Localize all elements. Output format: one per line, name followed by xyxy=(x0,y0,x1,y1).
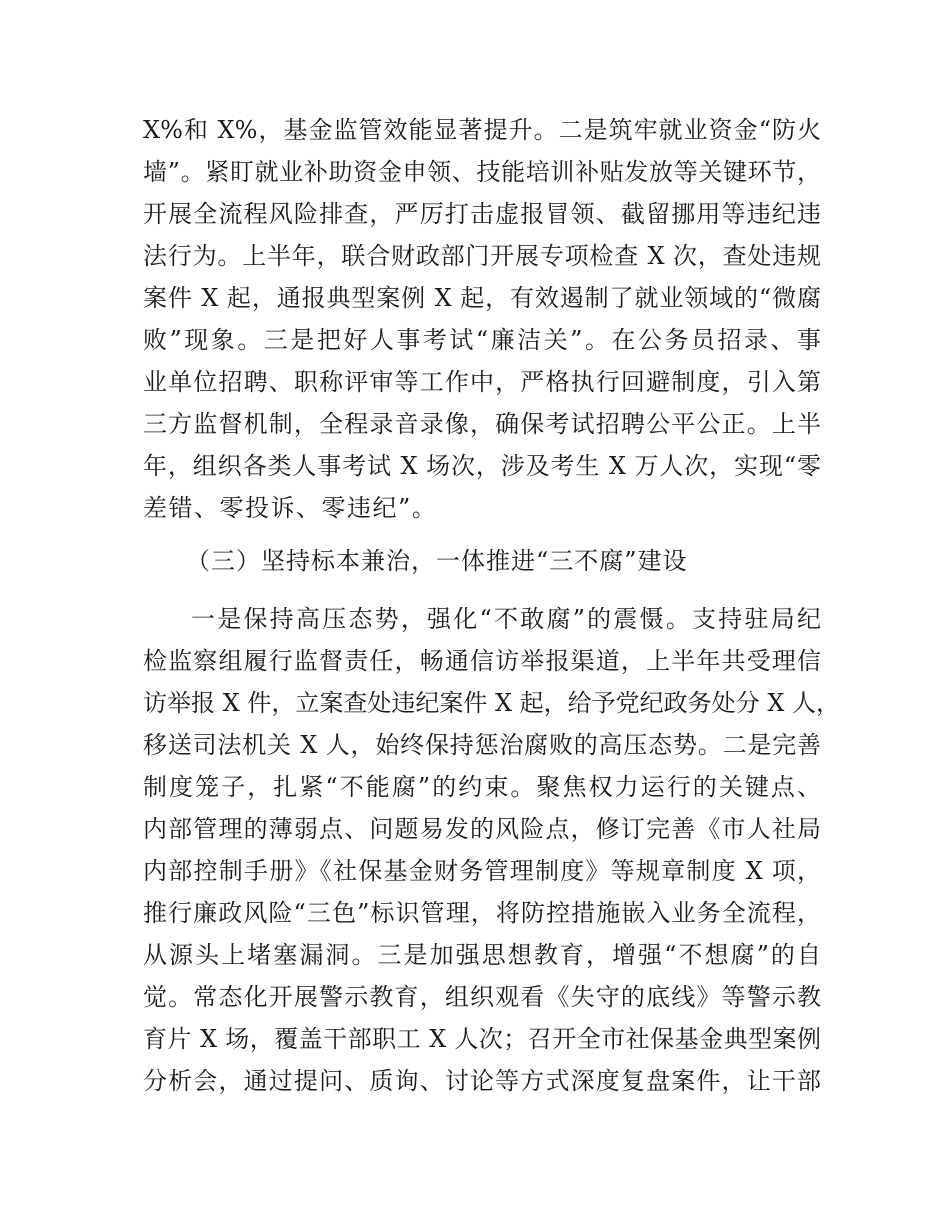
paragraph-line: 访举报 X 件，立案查处违纪案件 X 起，给予党纪政务处分 X 人， xyxy=(143,689,841,717)
paragraph-line: 三方监督机制，全程录音录像，确保考试招聘公平公正。上半 xyxy=(143,410,821,438)
paragraph-line: 从源头上堵塞漏洞。三是加强思想教育，增强“不想腐”的自 xyxy=(143,941,821,969)
paragraph-line: 分析会，通过提问、质询、讨论等方式深度复盘案件，让干部 xyxy=(143,1067,821,1095)
paragraph-line: X%和 X%，基金监管效能显著提升。二是筑牢就业资金“防火 xyxy=(143,116,821,144)
paragraph-line: 内部管理的薄弱点、问题易发的风险点，修订完善《市人社局 xyxy=(143,815,821,843)
paragraph-line: 败”现象。三是把好人事考试“廉洁关”。在公务员招录、事 xyxy=(143,326,821,354)
paragraph-line: 检监察组履行监督责任，畅通信访举报渠道，上半年共受理信 xyxy=(143,647,821,675)
paragraph-line: 育片 X 场，覆盖干部职工 X 人次；召开全市社保基金典型案例 xyxy=(143,1025,821,1053)
paragraph-line: 年，组织各类人事考试 X 场次，涉及考生 X 万人次，实现“零 xyxy=(143,452,821,480)
paragraph-line: 移送司法机关 X 人，始终保持惩治腐败的高压态势。二是完善 xyxy=(143,731,821,759)
paragraph-line: 法行为。上半年，联合财政部门开展专项检查 X 次，查处违规 xyxy=(143,242,821,270)
paragraph-line: 业单位招聘、职称评审等工作中，严格执行回避制度，引入第 xyxy=(143,368,821,396)
paragraph-line: 差错、零投诉、零违纪”。 xyxy=(143,494,438,522)
paragraph-line: 制度笼子，扎紧“不能腐”的约束。聚焦权力运行的关键点、 xyxy=(143,773,821,801)
paragraph-line: 一是保持高压态势，强化“不敢腐”的震慑。支持驻局纪 xyxy=(191,605,821,633)
paragraph-line: 推行廉政风险“三色”标识管理，将防控措施嵌入业务全流程， xyxy=(143,899,821,927)
paragraph-line: 内部控制手册》《社保基金财务管理制度》等规章制度 X 项， xyxy=(143,857,821,885)
paragraph-line: 觉。常态化开展警示教育，组织观看《失守的底线》等警示教 xyxy=(143,983,821,1011)
section-heading: （三）坚持标本兼治，一体推进“三不腐”建设 xyxy=(186,547,688,575)
paragraph-line: 墙”。紧盯就业补助资金申领、技能培训补贴发放等关键环节， xyxy=(143,158,821,186)
paragraph-line: 开展全流程风险排查，严厉打击虚报冒领、截留挪用等违纪违 xyxy=(143,200,821,228)
paragraph-line: 案件 X 起，通报典型案例 X 起，有效遏制了就业领域的“微腐 xyxy=(143,284,821,312)
